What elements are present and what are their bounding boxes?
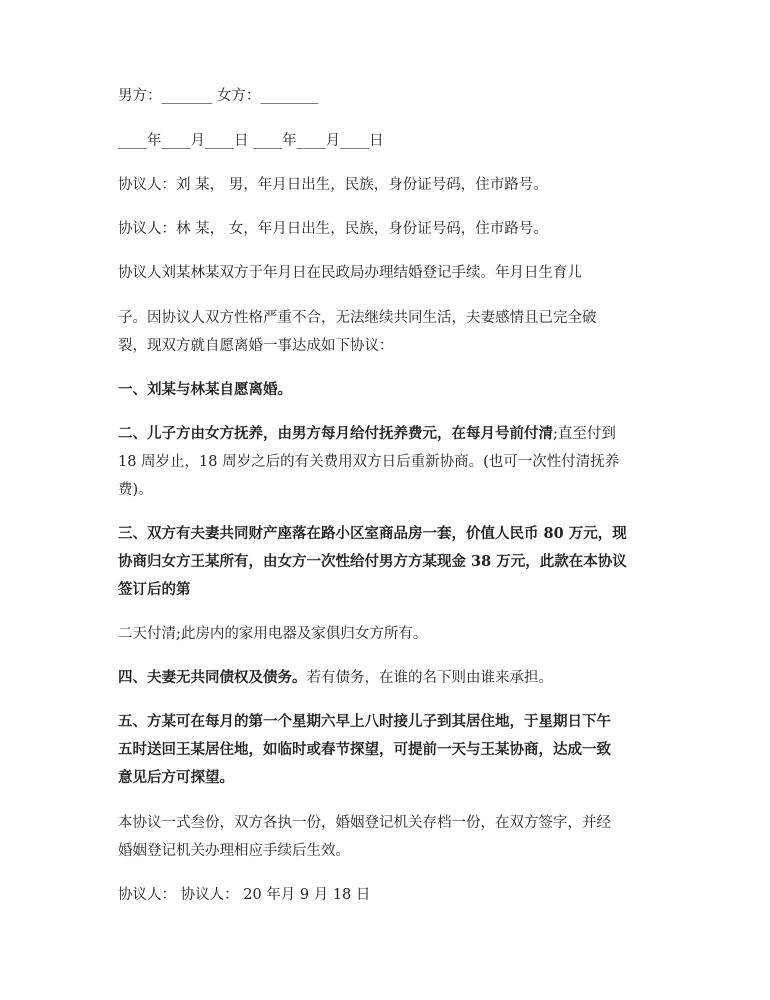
clause-2-line-2: 18 周岁止，18 周岁之后的有关费用双方日后重新协商。(也可一次性付清抚养 <box>118 454 620 470</box>
party-lin-info: 协议人：林 某， 女，年月日出生，民族，身份证号码，住市路号。 <box>118 221 548 237</box>
effectiveness-line-2: 婚姻登记机关办理相应手续后生效。 <box>118 843 350 859</box>
clause-3-line-2: 协商归女方王某所有，由女方一次性给付男方方某现金 38 万元，此款在本协议 <box>118 553 627 570</box>
clause-2-regular-text: ;直至付到 <box>553 426 616 442</box>
clause-2-line-3: 费)。 <box>118 482 153 498</box>
clause-2-bold-text: 二、儿子方由女方抚养，由男方每月给付抚养费元，在每月号前付清 <box>118 425 553 442</box>
clause-5-line-2: 五时送回王某居住地，如临时或春节探望，可提前一天与王某协商，达成一致 <box>118 741 611 758</box>
effectiveness-line-1: 本协议一式叁份，双方各执一份，婚姻登记机关存档一份，在双方签字，并经 <box>118 815 611 831</box>
background-paragraph-line-1: 协议人刘某林某双方于年月日在民政局办理结婚登记手续。年月日生育儿 <box>118 265 582 281</box>
clause-3-continuation: 二天付清;此房内的家用电器及家俱归女方所有。 <box>118 626 428 642</box>
clause-2-line-1 <box>118 424 616 444</box>
clause-4-bold-text: 四、夫妻无共同债权及债务。 <box>118 669 307 686</box>
clause-3-line-3: 签订后的第 <box>118 581 191 598</box>
clause-4 <box>118 668 553 688</box>
clause-3-line-1: 三、双方有夫妻共同财产座落在路小区室商品房一套，价值人民币 80 万元，现 <box>118 525 627 542</box>
background-paragraph-line-3: 裂，现双方就自愿离婚一事达成如下协议： <box>118 338 394 354</box>
clause-4-regular-text: 若有债务，在谁的名下则由谁来承担。 <box>306 670 553 686</box>
party-names-line: 男方：_______ 女方：________ <box>118 88 319 104</box>
clause-1: 一、刘某与林某自愿离婚。 <box>118 381 292 398</box>
party-liu-info: 协议人：刘 某， 男，年月日出生，民族，身份证号码，住市路号。 <box>118 177 548 193</box>
date-line: ____年____月____日 ____年____月____日 <box>118 133 384 149</box>
clause-5-line-1: 五、方某可在每月的第一个星期六早上八时接儿子到其居住地，于星期日下午 <box>118 713 611 730</box>
background-paragraph-line-2: 子。因协议人双方性格严重不合，无法继续共同生活，夫妻感情且已完全破 <box>118 310 597 326</box>
clause-5-line-3: 意见后方可探望。 <box>118 769 234 786</box>
signature-line: 协议人： 协议人： 20 年月 9 月 18 日 <box>118 887 371 903</box>
